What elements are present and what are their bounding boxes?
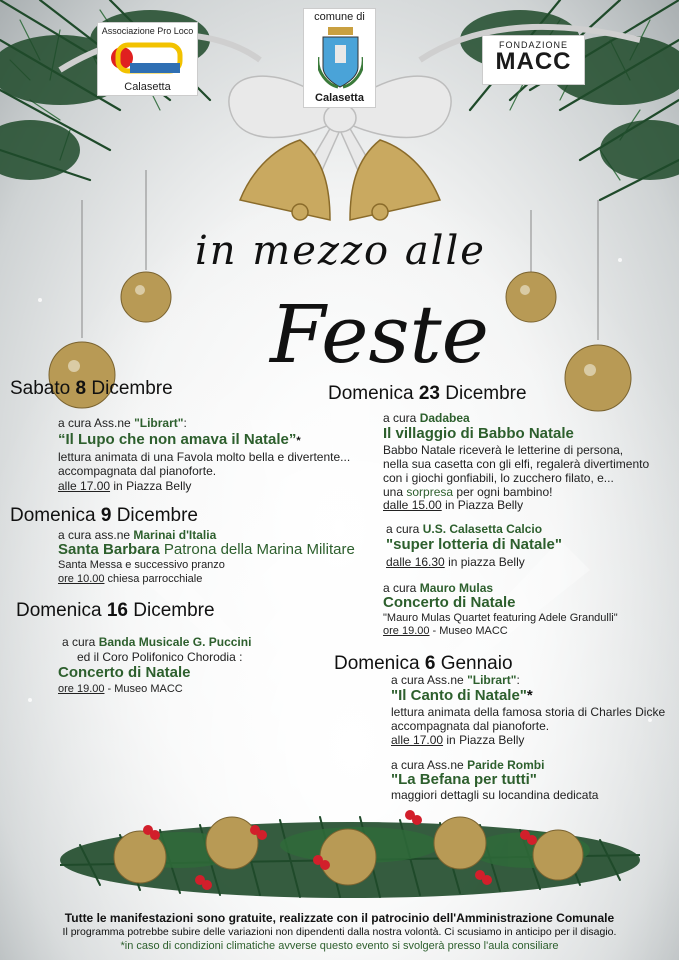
footer-note-changes: Il programma potrebbe subire delle variazioni non dipendenti dalla nostra volontà. Ci scusiamo in anticipo per il disagio.	[62, 926, 617, 938]
event-title-santa-barbara: Santa Barbara Patrona della Marina Militare	[58, 541, 355, 558]
event-time-place: dalle 15.00 in Piazza Belly	[383, 498, 524, 512]
comune-logo-town: Calasetta	[315, 92, 364, 104]
event-title-concerto-natale: Concerto di Natale	[58, 664, 191, 681]
event-title-concerto-mulas: Concerto di Natale	[383, 594, 516, 611]
event-description: accompagnata dal pianoforte.	[58, 464, 217, 478]
event-time-place: dalle 16.30 in piazza Belly	[386, 555, 525, 569]
event-description: accompagnata dal pianoforte.	[391, 719, 550, 733]
event-date-16-dicembre: Domenica 16 Dicembre	[16, 600, 215, 621]
event-description: una sorpresa per ogni bambino!	[383, 485, 553, 499]
event-organizer: a cura ass.ne Marinai d'Italia	[58, 528, 217, 542]
event-organizer: a cura Mauro Mulas	[383, 581, 494, 595]
event-description: nella sua casetta con gli elfi, regalerà divertimento	[383, 457, 650, 471]
proloco-logo-title: Associazione Pro Loco	[101, 26, 194, 36]
event-organizer: a cura Ass.ne Paride Rombi	[391, 758, 545, 772]
event-date-6-gennaio: Domenica 6 Gennaio	[334, 653, 513, 674]
event-description: lettura animata di una Favola molto bella e divertente...	[58, 450, 351, 464]
event-description: lettura animata della famosa storia di Charles Dicke	[391, 705, 666, 719]
event-description: "Mauro Mulas Quartet featuring Adele Grandulli"	[383, 612, 618, 624]
event-title-lotteria: "super lotteria di Natale"	[386, 536, 562, 553]
event-title-canto-natale: "Il Canto di Natale"*	[391, 687, 533, 704]
macc-logo	[482, 35, 585, 85]
event-title-lupo: “Il Lupo che non amava il Natale”*	[58, 431, 301, 448]
proloco-logo	[97, 22, 198, 96]
event-description: Santa Messa e successivo pranzo	[58, 559, 225, 571]
event-description: con i giochi gonfiabili, lo zucchero filato, e...	[383, 471, 614, 485]
event-organizer: a cura Ass.ne "Librart":	[58, 416, 187, 430]
event-date-9-dicembre: Domenica 9 Dicembre	[10, 505, 198, 526]
event-time-place: ore 10.00 chiesa parrocchiale	[58, 573, 203, 585]
event-organizer: a cura U.S. Calasetta Calcio	[386, 522, 543, 536]
macc-logo-title: FONDAZIONE	[498, 40, 568, 50]
macc-logo-name: MACC	[495, 48, 572, 75]
crest-icon	[318, 27, 363, 89]
event-organizer: a cura Dadabea	[383, 411, 470, 425]
event-description: maggiori dettagli su locandina dedicata	[391, 788, 599, 802]
comune-logo	[303, 8, 376, 108]
proloco-logo-icon	[108, 41, 188, 79]
event-title-befana: "La Befana per tutti"	[391, 771, 537, 788]
event-description: Babbo Natale riceverà le letterine di persona,	[383, 443, 624, 457]
poster-title-line2: Feste	[270, 288, 490, 381]
event-organizer: a cura Banda Musicale G. Puccini	[62, 635, 252, 649]
comune-logo-title: comune di	[314, 11, 365, 23]
event-time-place: ore 19.00 - Museo MACC	[383, 625, 508, 637]
event-date-23-dicembre: Domenica 23 Dicembre	[328, 383, 527, 404]
event-time-place: alle 17.00 in Piazza Belly	[391, 733, 525, 747]
event-date-8-dicembre: Sabato 8 Dicembre	[10, 378, 173, 399]
pine-garland-bottom	[60, 775, 640, 915]
event-title-villaggio: Il villaggio di Babbo Natale	[383, 425, 574, 442]
event-time-place: alle 17.00 in Piazza Belly	[58, 479, 192, 493]
footer-note-weather: *in caso di condizioni climatiche avverse questo evento si svolgerà presso l'aula consiliare	[120, 940, 559, 952]
proloco-logo-town: Calasetta	[124, 81, 171, 93]
event-time-place: ore 19.00 - Museo MACC	[58, 683, 183, 695]
poster-title-line1: in mezzo alle	[195, 228, 486, 274]
event-organizer: a cura Ass.ne "Librart":	[391, 673, 520, 687]
event-description: ed il Coro Polifonico Chorodia :	[77, 650, 243, 664]
footer-note-free-events: Tutte le manifestazioni sono gratuite, realizzate con il patrocinio dell'Amministrazione Comunale	[64, 911, 615, 925]
